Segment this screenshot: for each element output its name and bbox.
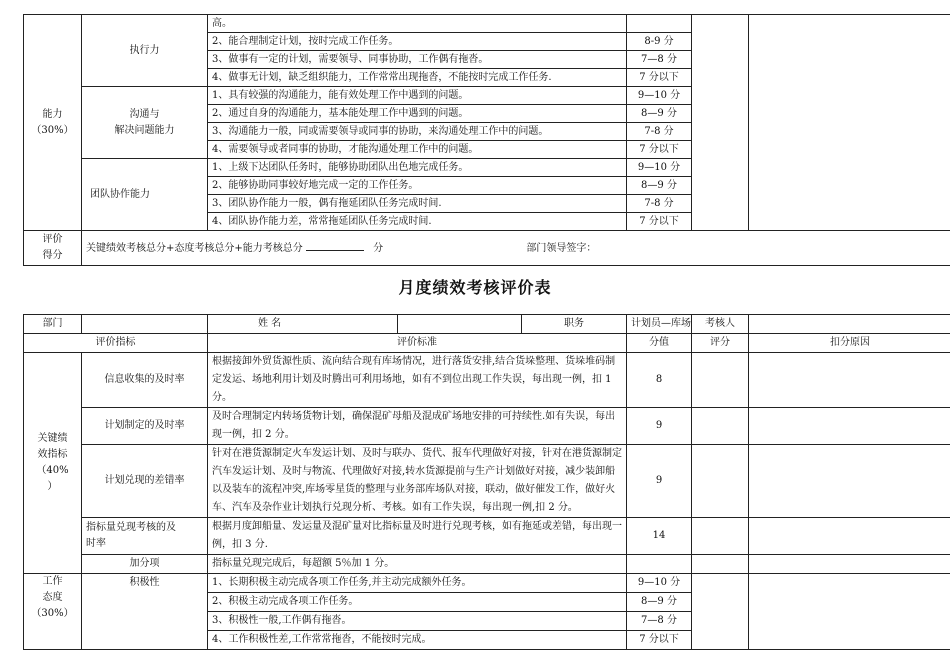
kpi-name: 指标量兑现考核的及 时率 [82, 518, 208, 555]
attitude-standard: 4、工作积极性差,工作常常拖沓，不能按时完成。 [208, 631, 627, 650]
position-label: 职务 [522, 315, 627, 334]
monthly-evaluation-table [23, 314, 950, 650]
kpi-rating[interactable] [692, 518, 749, 555]
attitude-standard: 3、积极性一般,工作偶有拖沓。 [208, 612, 627, 631]
assessor-value[interactable] [749, 315, 950, 334]
reason-header: 扣分原因 [749, 334, 950, 353]
kpi-score: 9 [627, 445, 692, 518]
score-range: 8—9 分 [627, 177, 692, 195]
kpi-rating[interactable] [692, 408, 749, 445]
dept-value[interactable] [82, 315, 208, 334]
rating-cell[interactable] [692, 15, 749, 231]
standard-text: 1、上级下达团队任务时，能够协助团队出色地完成任务。 [208, 159, 627, 177]
kpi-standard: 及时合理制定内转场货物计划，确保混矿母船及混成矿场地安排的可持续性.如有失误，每出现一例，扣 2 分。 [208, 408, 627, 445]
kpi-score: 14 [627, 518, 692, 555]
kpi-reason[interactable] [749, 408, 950, 445]
ability-category: 能力 （30%） [24, 15, 82, 231]
kpi-score: 8 [627, 353, 692, 408]
kpi-name: 信息收集的及时率 [82, 353, 208, 408]
reason-cell[interactable] [749, 15, 950, 231]
bonus-reason[interactable] [749, 555, 950, 574]
standard-text: 3、沟通能力一般，同或需要领导或同事的协助，来沟通处理工作中的问题。 [208, 123, 627, 141]
standard-text: 4、做事无计划，缺乏组织能力，工作常常出现拖沓，不能按时完成工作任务. [208, 69, 627, 87]
score-range [627, 15, 692, 33]
kpi-name: 计划制定的及时率 [82, 408, 208, 445]
attitude-standard: 2、积极主动完成各项工作任务。 [208, 593, 627, 612]
standard-text: 4、团队协作能力差，常常拖延团队任务完成时间. [208, 213, 627, 231]
standard-text: 1、具有较强的沟通能力，能有效处理工作中遇到的问题。 [208, 87, 627, 105]
kpi-standard: 针对在港货源制定火车发运计划、及时与联办、货代、报车代理做好对接，针对在港货源制定汽车发运计划、及时与物流、代理做好对接,转水货源提前与生产计划做好对接，减少装卸船以及装车的流程冲突,库场零星货的整理与业务部库场队对接，联动，做好催发工作，做好火车、汽车及杂作业计划执行兑现分析、考核。如有工作失误，每出现一例,扣 2 分。 [208, 445, 627, 518]
kpi-reason[interactable] [749, 353, 950, 408]
score-range: 8—9 分 [627, 105, 692, 123]
evaluation-summary-row [82, 231, 950, 266]
score-range: 7—8 分 [627, 51, 692, 69]
assessor-label: 考核人 [692, 315, 749, 334]
kpi-category: 关键绩 效指标 （40% ） [24, 353, 82, 574]
kpi-standard: 根据接卸外贸货源性质、流向结合现有库场情况，进行落货安排,结合货垛整理、货垛堆码制定发运、场地利用计划及时腾出可利用场地，如有不到位出现工作失误，每出现一例，扣 1 分。 [208, 353, 627, 408]
evaluation-score-label: 评价 得分 [24, 231, 82, 266]
standard-text: 3、团队协作能力一般，偶有拖延团队任务完成时间. [208, 195, 627, 213]
attitude-category: 工作 态度 （30%） [24, 574, 82, 650]
score-range: 7 分以下 [627, 141, 692, 159]
score-range: 9—10 分 [627, 159, 692, 177]
total-score-blank[interactable] [306, 239, 364, 251]
score-range: 7-8 分 [627, 123, 692, 141]
bonus-standard: 指标量兑现完成后，每超额 5％加 1 分。 [208, 555, 627, 574]
bonus-score [627, 555, 692, 574]
standard-text: 2、通过自身的沟通能力，基本能处理工作中遇到的问题。 [208, 105, 627, 123]
kpi-score: 9 [627, 408, 692, 445]
kpi-standard: 根据月度卸船量、发运量及混矿量对比指标量及时进行兑现考核，如有拖延或差错，每出现一例，扣 3 分. [208, 518, 627, 555]
teamwork-label: 团队协作能力 [82, 159, 208, 231]
kpi-reason[interactable] [749, 445, 950, 518]
manager-signature-label: 部门领导签字： [526, 242, 597, 254]
standard-text: 4、需要领导或者同事的协助，才能沟通处理工作中的问题。 [208, 141, 627, 159]
attitude-score: 8—9 分 [627, 593, 692, 612]
initiative-label: 积极性 [82, 574, 208, 650]
page-title: 月度绩效考核评价表 [398, 278, 552, 297]
kpi-rating[interactable] [692, 353, 749, 408]
standard-text: 2、能够协助同事较好地完成一定的工作任务。 [208, 177, 627, 195]
position-value: 计划员—库场 [627, 315, 692, 334]
rating-header: 评分 [692, 334, 749, 353]
attitude-reason[interactable] [749, 574, 950, 650]
bonus-rating[interactable] [692, 555, 749, 574]
score-header: 分值 [627, 334, 692, 353]
kpi-name: 计划兑现的差错率 [82, 445, 208, 518]
standard-text: 3、做事有一定的计划，需要领导、同事协助，工作偶有拖沓。 [208, 51, 627, 69]
name-value[interactable] [398, 315, 522, 334]
score-formula: 关键绩效考核总分+态度考核总分+能力考核总分 [86, 242, 303, 254]
attitude-score: 9—10 分 [627, 574, 692, 593]
top-evaluation-table [23, 14, 950, 266]
kpi-reason[interactable] [749, 518, 950, 555]
score-unit: 分 [373, 242, 384, 254]
bonus-label: 加分项 [82, 555, 208, 574]
dept-label: 部门 [24, 315, 82, 334]
score-range: 7-8 分 [627, 195, 692, 213]
execution-label: 执行力 [82, 15, 208, 87]
standard-header: 评价标准 [208, 334, 627, 353]
name-label: 姓 名 [208, 315, 398, 334]
kpi-rating[interactable] [692, 445, 749, 518]
attitude-rating[interactable] [692, 574, 749, 650]
attitude-standard: 1、长期积极主动完成各项工作任务,并主动完成额外任务。 [208, 574, 627, 593]
attitude-score: 7—8 分 [627, 612, 692, 631]
standard-text: 2、能合理制定计划，按时完成工作任务。 [208, 33, 627, 51]
score-range: 7 分以下 [627, 69, 692, 87]
attitude-score: 7 分以下 [627, 631, 692, 650]
score-range: 9—10 分 [627, 87, 692, 105]
communication-label: 沟通与 解决问题能力 [82, 87, 208, 159]
score-range: 7 分以下 [627, 213, 692, 231]
indicator-header: 评价指标 [24, 334, 208, 353]
score-range: 8-9 分 [627, 33, 692, 51]
standard-text: 高。 [208, 15, 627, 33]
